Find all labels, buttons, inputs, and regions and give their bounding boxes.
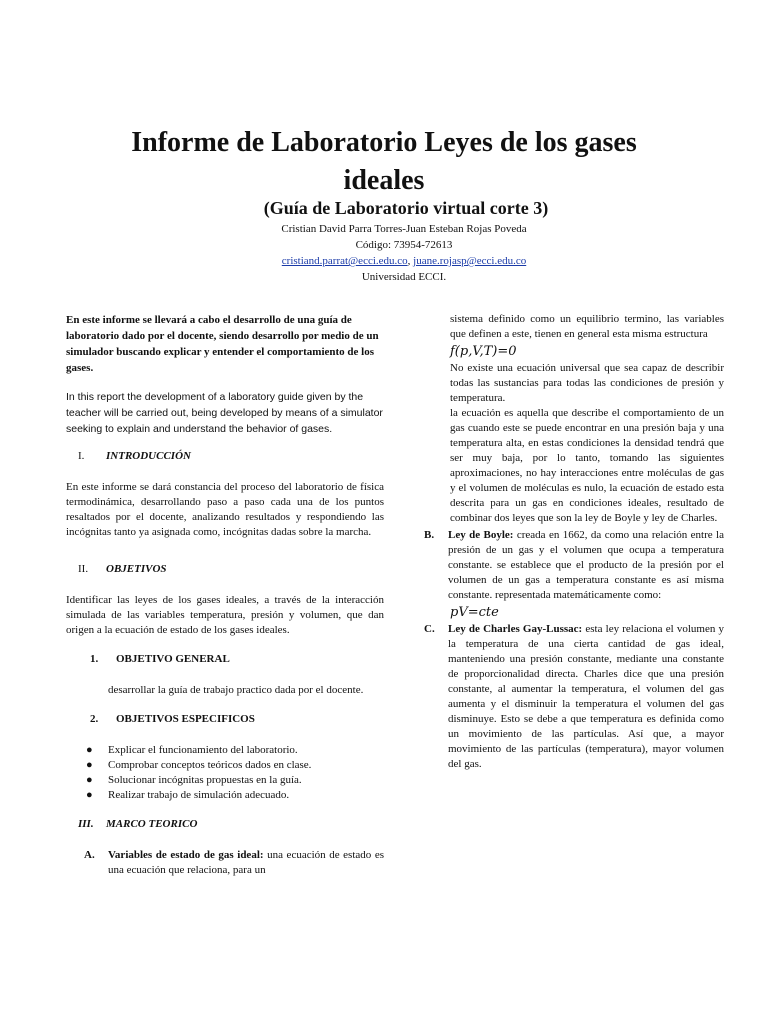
item-letter: B. bbox=[424, 529, 435, 541]
right-column bbox=[424, 312, 724, 772]
abstract-english: In this report the development of a laboratory guide given by the teacher will be carried out, being developed by means of a simulator seeking to explain and understand the behavior of gases. bbox=[66, 391, 383, 435]
bullet-icon: ● bbox=[86, 759, 93, 771]
bullet-icon: ● bbox=[86, 744, 93, 756]
section-number: II. bbox=[78, 563, 89, 575]
subsection-title: OBJETIVO GENERAL bbox=[116, 653, 230, 665]
section-number: I. bbox=[78, 450, 85, 462]
continued-paragraph: sistema definido como un equilibrio termino, las variables que definen a este, tienen en general esta misma estructura bbox=[450, 313, 724, 340]
authors: Cristian David Parra Torres-Juan Esteban Rojas Poveda bbox=[281, 223, 527, 235]
list-item: ● Comprobar conceptos teóricos dados en clase. bbox=[66, 758, 384, 773]
item-a-text: una ecuación de estado es una ecuación que relaciona, para un bbox=[108, 849, 384, 876]
abstract-spanish: En este informe se llevará a cabo el desarrollo de una guía de laboratorio dado por el docente, siendo desarrollo por medio de un simulador buscando explicar y entender el comportamiento de los gases. bbox=[66, 314, 379, 374]
title-line-1: Informe de Laboratorio Leyes de los gases bbox=[131, 127, 637, 158]
list-item: ● Realizar trabajo de simulación adecuado. bbox=[66, 788, 384, 803]
objetivo-general-text: desarrollar la guía de trabajo practico dada por el docente. bbox=[108, 684, 364, 696]
list-item: ● Explicar el funcionamiento del laboratorio. bbox=[66, 743, 384, 758]
item-c-heading: Ley de Charles Gay-Lussac: bbox=[448, 623, 583, 635]
page-title bbox=[0, 124, 768, 200]
subsection-number: 1. bbox=[90, 653, 99, 665]
item-c bbox=[424, 622, 724, 772]
section-number: III. bbox=[78, 818, 94, 830]
item-a-heading: Variables de estado de gas ideal: bbox=[108, 849, 264, 861]
subtitle: (Guía de Laboratorio virtual corte 3) bbox=[263, 198, 549, 218]
section-introduccion bbox=[66, 449, 384, 464]
email-link-2[interactable]: juane.rojasp@ecci.edu.co bbox=[413, 255, 527, 267]
emails bbox=[0, 253, 768, 269]
section-title: MARCO TEORICO bbox=[106, 818, 198, 830]
item-b-heading: Ley de Boyle: bbox=[448, 529, 514, 541]
bullet-icon: ● bbox=[86, 789, 93, 801]
section-objetivos bbox=[66, 562, 384, 577]
objectives-list bbox=[66, 743, 384, 803]
paragraph-ideal-gas: la ecuación es aquella que describe el comportamiento de un gas cuando este se puede encontrar en una presión baja y una temperatura alta, en estas condiciones la densidad tendrá que ser muy baja, por lo tanto, tomando las siguientes aproximaciones, no hay interacciones entre moléculas de gas y el volumen de moléculas es nulo, la ecuación de estado esta descrita para un gas en condiciones ideales, resultado de combinar dos leyes que son la ley de Boyle y ley de Charles. bbox=[450, 407, 724, 524]
section-marco-teorico bbox=[66, 817, 384, 832]
item-c-text: esta ley relaciona el volumen y la temperatura de una cierta cantidad de gas ideal, manteniendo una presión constante, mediante una constante de proporcionalidad directa. Charles dice que una presión constante, al aumentar la temperatura, el volumen del gas aumenta y el disminuir la temperatura el volumen del gas disminuye. Esto se debe a que temperatura es definida como un movimiento de las partículas. Así que, a mayor movimiento de las partículas (temperatura), mayor volumen del gas. bbox=[448, 623, 724, 770]
left-column bbox=[66, 312, 384, 878]
subsection-number: 2. bbox=[90, 713, 99, 725]
list-item: ● Solucionar incógnitas propuestas en la guía. bbox=[66, 773, 384, 788]
university: Universidad ECCI. bbox=[361, 271, 447, 283]
item-letter: A. bbox=[84, 849, 95, 861]
section-title: INTRODUCCIÓN bbox=[106, 450, 191, 462]
student-code: Código: 73954-72613 bbox=[355, 239, 453, 251]
item-b-text: creada en 1662, da como una relación entre la presión de un gas y el volumen que ocupa a temperatura constante. se establece que el producto de la presión por el volumen de un gas a temperatura constante es así misma constante. representada matemáticamente como: bbox=[448, 529, 724, 601]
item-a bbox=[66, 848, 384, 878]
item-letter: C. bbox=[424, 623, 435, 635]
state-equation-formula: f(p,V,T)=0 bbox=[450, 344, 517, 359]
item-b bbox=[424, 528, 724, 603]
boyle-formula: pV=cte bbox=[450, 605, 499, 620]
paragraph-no-universal: No existe una ecuación universal que sea capaz de describir todas las sustancias para todas las condiciones de presión y temperatura. bbox=[450, 362, 724, 404]
section-title: OBJETIVOS bbox=[106, 563, 167, 575]
subsection-objetivo-general bbox=[66, 652, 384, 667]
bullet-icon: ● bbox=[86, 774, 93, 786]
intro-paragraph: En este informe se dará constancia del proceso del laboratorio de física termodinámica, desarrollando paso a paso cada una de los puntos resaltados por el docente, analizando resultados y respondiendo las incógnitas tanto ya asignada como, incógnitas dadas sobre la marcha. bbox=[66, 481, 384, 538]
title-line-2: ideales bbox=[343, 165, 425, 196]
subsection-objetivos-especificos bbox=[66, 712, 384, 727]
objetivos-paragraph: Identificar las leyes de los gases ideales, a través de la interacción simulada de las variables temperatura, presión y volumen, que dan origen a la ecuación de estado de los gases ideales. bbox=[66, 594, 384, 636]
email-separator: , bbox=[407, 255, 411, 267]
subsection-title: OBJETIVOS ESPECIFICOS bbox=[116, 713, 255, 725]
email-link-1[interactable]: cristiand.parrat@ecci.edu.co bbox=[281, 255, 408, 267]
